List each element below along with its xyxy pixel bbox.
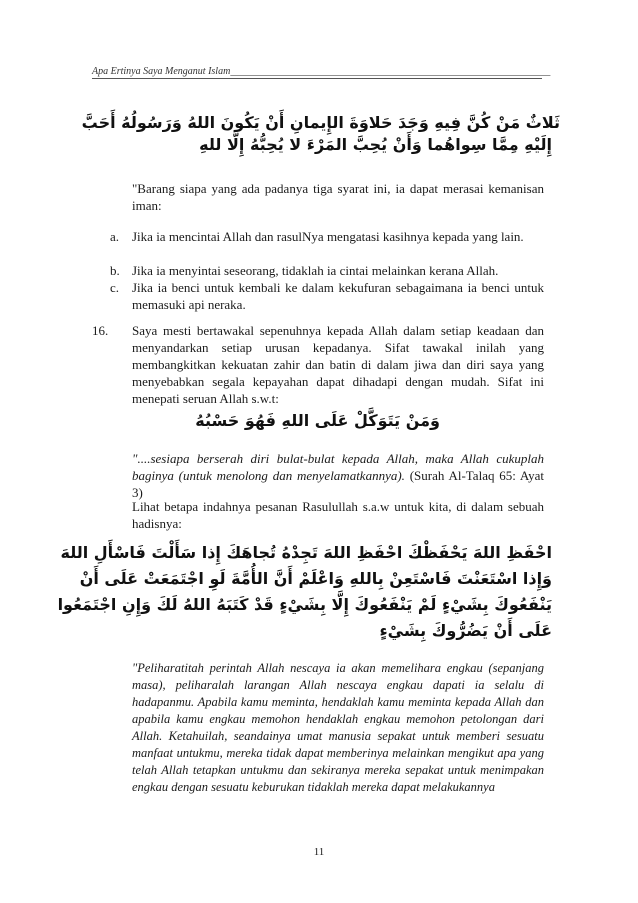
point-16-text: Saya mesti bertawakal sepenuhnya kepada Allah dalam setiap keadaan dan menyandarkan setiap urusan kepadanya. Sifat tawakal inilah yang membangkitkan kekuatan zahir dan batin di dalam jiwa dan diri saya yang menyebabkan segala kepayahan dapat dihadapi dengan mudah. Sifat ini menepati seruan Allah s.w.t: (132, 323, 544, 406)
point-16 (92, 322, 544, 412)
arabic-hadith-1-line-1: ثَلاثٌ مَنْ كُنَّ فِيهِ وَجَدَ حَلاوَةَ الإِيمانِ أَنْ يَكُونَ اللهُ وَرَسُولُهُ أَحَبَّ (81, 113, 560, 132)
running-header (92, 66, 551, 79)
condition-marker: c. (110, 280, 120, 295)
condition-text: Jika ia benci untuk kembali ke dalam kekufuran sebagaimana ia benci untuk memasuki api neraka. (132, 280, 544, 312)
header-title: Apa Ertinya Saya Menganut Islam (92, 66, 231, 77)
condition-item-b (110, 262, 544, 279)
arabic-hadith-1-line-2: إِلَيْهِ مِمَّا سِواهُما وَأَنْ يُحِبَّ المَرْءَ لا يُحِبُّهُ إِلَّا للهِ (199, 135, 552, 154)
ayah-translation (132, 450, 544, 501)
condition-item-a (110, 228, 544, 262)
condition-marker: b. (110, 263, 120, 278)
page-number: 11 (313, 846, 325, 858)
arabic-ayah: وَمَنْ يَتَوَكَّلْ عَلَى اللهِ فَهُوَ حَسْبُهُ (195, 411, 440, 430)
condition-marker: a. (110, 229, 120, 244)
point-16-marker: 16. (92, 323, 109, 338)
ayah-translation-text: "....sesiapa berserah diri bulat-bulat kepada Allah, maka Allah cukuplah baginya (untuk menolong dan menyelamatkannya). (132, 451, 544, 483)
arabic-hadith-2 (57, 542, 552, 642)
arabic-hadith-2-line-4: عَلَى أَنْ يَضُرُّوكَ بِشَيْءٍ (379, 621, 552, 640)
condition-text: Jika ia mencintai Allah dan rasulNya mengatasi kasihnya kepada yang lain. (132, 229, 524, 244)
condition-text: Jika ia menyintai seseorang, tidaklah ia cintai melainkan kerana Allah. (132, 263, 499, 278)
lihat-paragraph: Lihat betapa indahnya pesanan Rasulullah s.a.w untuk kita, di dalam sebuah hadisnya: (132, 499, 544, 531)
ayah-citation: (Surah Al-Talaq 65: Ayat 3) (132, 468, 544, 500)
arabic-hadith-2-line-2: وَإِذا اسْتَعَنْتَ فَاسْتَعِنْ بِاللهِ وَاعْلَمْ أَنَّ الأُمَّةَ لَوِ اجْتَمَعَتْ عَلَى أَنْ (79, 569, 552, 588)
arabic-hadith-1 (81, 112, 560, 156)
hadith-translation: "Peliharatitah perintah Allah nescaya ia akan memelihara engkau (sepanjang masa), peliharalah larangan Allah nescaya engkau dapati ia selalu di hadapanmu. Apabila kamu meminta, hendaklah kamu meminta kepada Allah dan apabila kamu engkau memohon hendaklah engkau memohon petolongan dari Allah. Ketahuilah, seandainya umat manusia sepakat untuk memberi sesuatu manfaat untukmu, mereka tidak dapat memberinya melainkan mengikut apa yang telah Allah tetapkan untukmu dan sekiranya mereka sepakat untuk menimpakan engkau dengan sesuatu keburukan tidaklah mereka dapat melakukannya (132, 661, 544, 794)
header-rule: ________________________________________________________________ (230, 66, 551, 77)
arabic-hadith-2-line-1: احْفَظِ اللهَ يَحْفَظْكَ احْفَظِ اللهَ تَجِدْهُ تُجاهَكَ إِذا سَأَلْتَ فَاسْأَلِ اللهَ (60, 543, 552, 562)
arabic-hadith-2-line-3: يَنْفَعُوكَ بِشَيْءٍ لَمْ يَنْفَعُوكَ إِلَّا بِشَيْءٍ قَدْ كَتَبَهُ اللهُ لَكَ وَإِنِ اجْتَمَعُوا (57, 595, 552, 614)
condition-item-c (110, 279, 544, 313)
intro-quote: "Barang siapa yang ada padanya tiga syarat ini, ia dapat merasai kemanisan iman: (132, 181, 544, 213)
